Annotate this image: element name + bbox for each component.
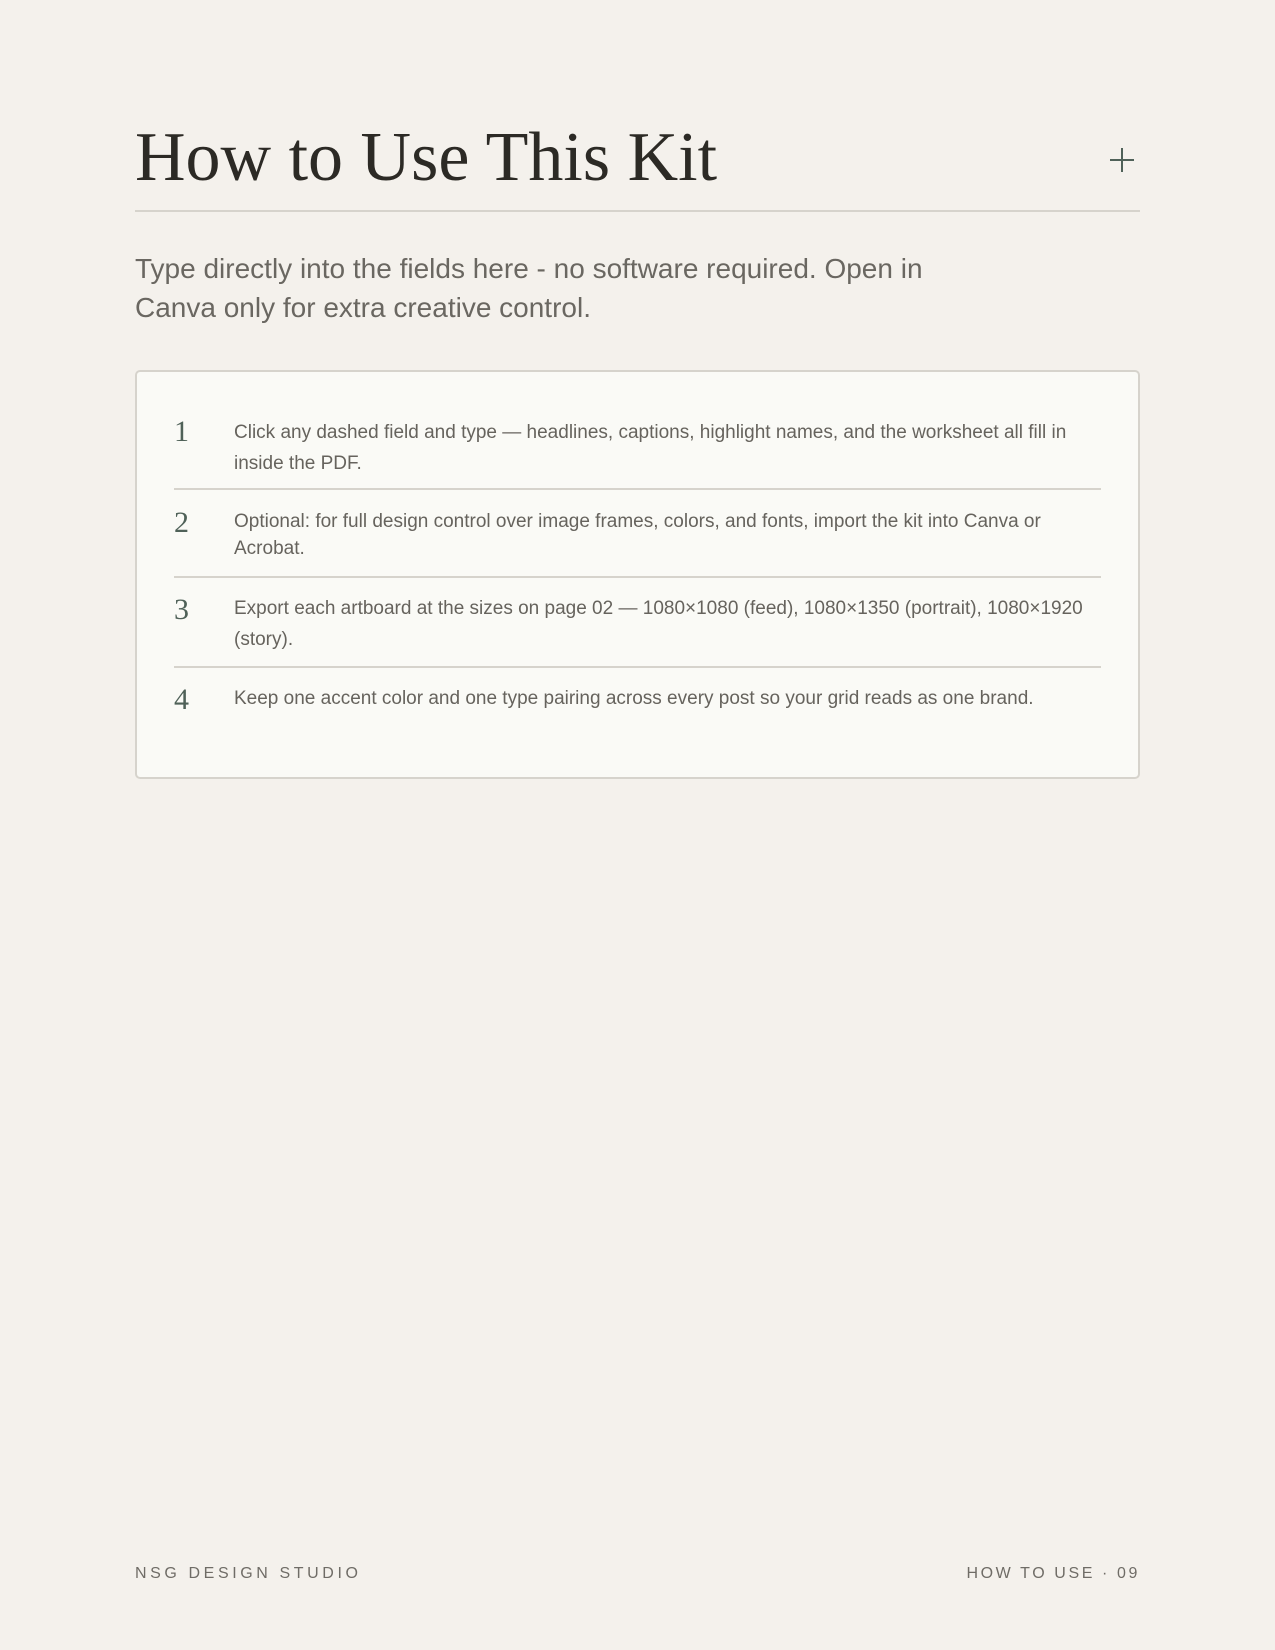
page-header — [135, 108, 1140, 212]
intro-text: Type directly into the fields here - no software required. Open in Canva only for extra creative control. — [135, 253, 923, 323]
footer-studio-name: NSG DESIGN STUDIO — [135, 1565, 362, 1582]
step-number: 4 — [174, 683, 189, 716]
step-item-1 — [174, 416, 1101, 490]
page — [135, 0, 1140, 1650]
footer-page-label: HOW TO USE · 09 — [966, 1565, 1140, 1582]
step-number: 1 — [174, 415, 189, 448]
step-number: 3 — [174, 593, 189, 626]
step-text: Click any dashed field and type — headlines, captions, highlight names, and the worksheet all fill in inside the PDF. — [234, 422, 1067, 474]
steps-card — [135, 370, 1140, 779]
step-item-2 — [174, 490, 1101, 578]
plus-icon[interactable] — [1110, 148, 1134, 172]
step-text: Keep one accent color and one type pairing across every post so your grid reads as one brand. — [234, 688, 1034, 709]
step-text: Optional: for full design control over image frames, colors, and fonts, import the kit into Canva or Acrobat. — [234, 511, 1041, 559]
step-item-4 — [174, 668, 1101, 728]
page-title: How to Use This Kit — [135, 119, 718, 196]
step-number: 2 — [174, 506, 189, 539]
step-text: Export each artboard at the sizes on page 02 — 1080×1080 (feed), 1080×1350 (portrait), 1080×1920 (story). — [234, 598, 1083, 650]
step-item-3 — [174, 578, 1101, 668]
